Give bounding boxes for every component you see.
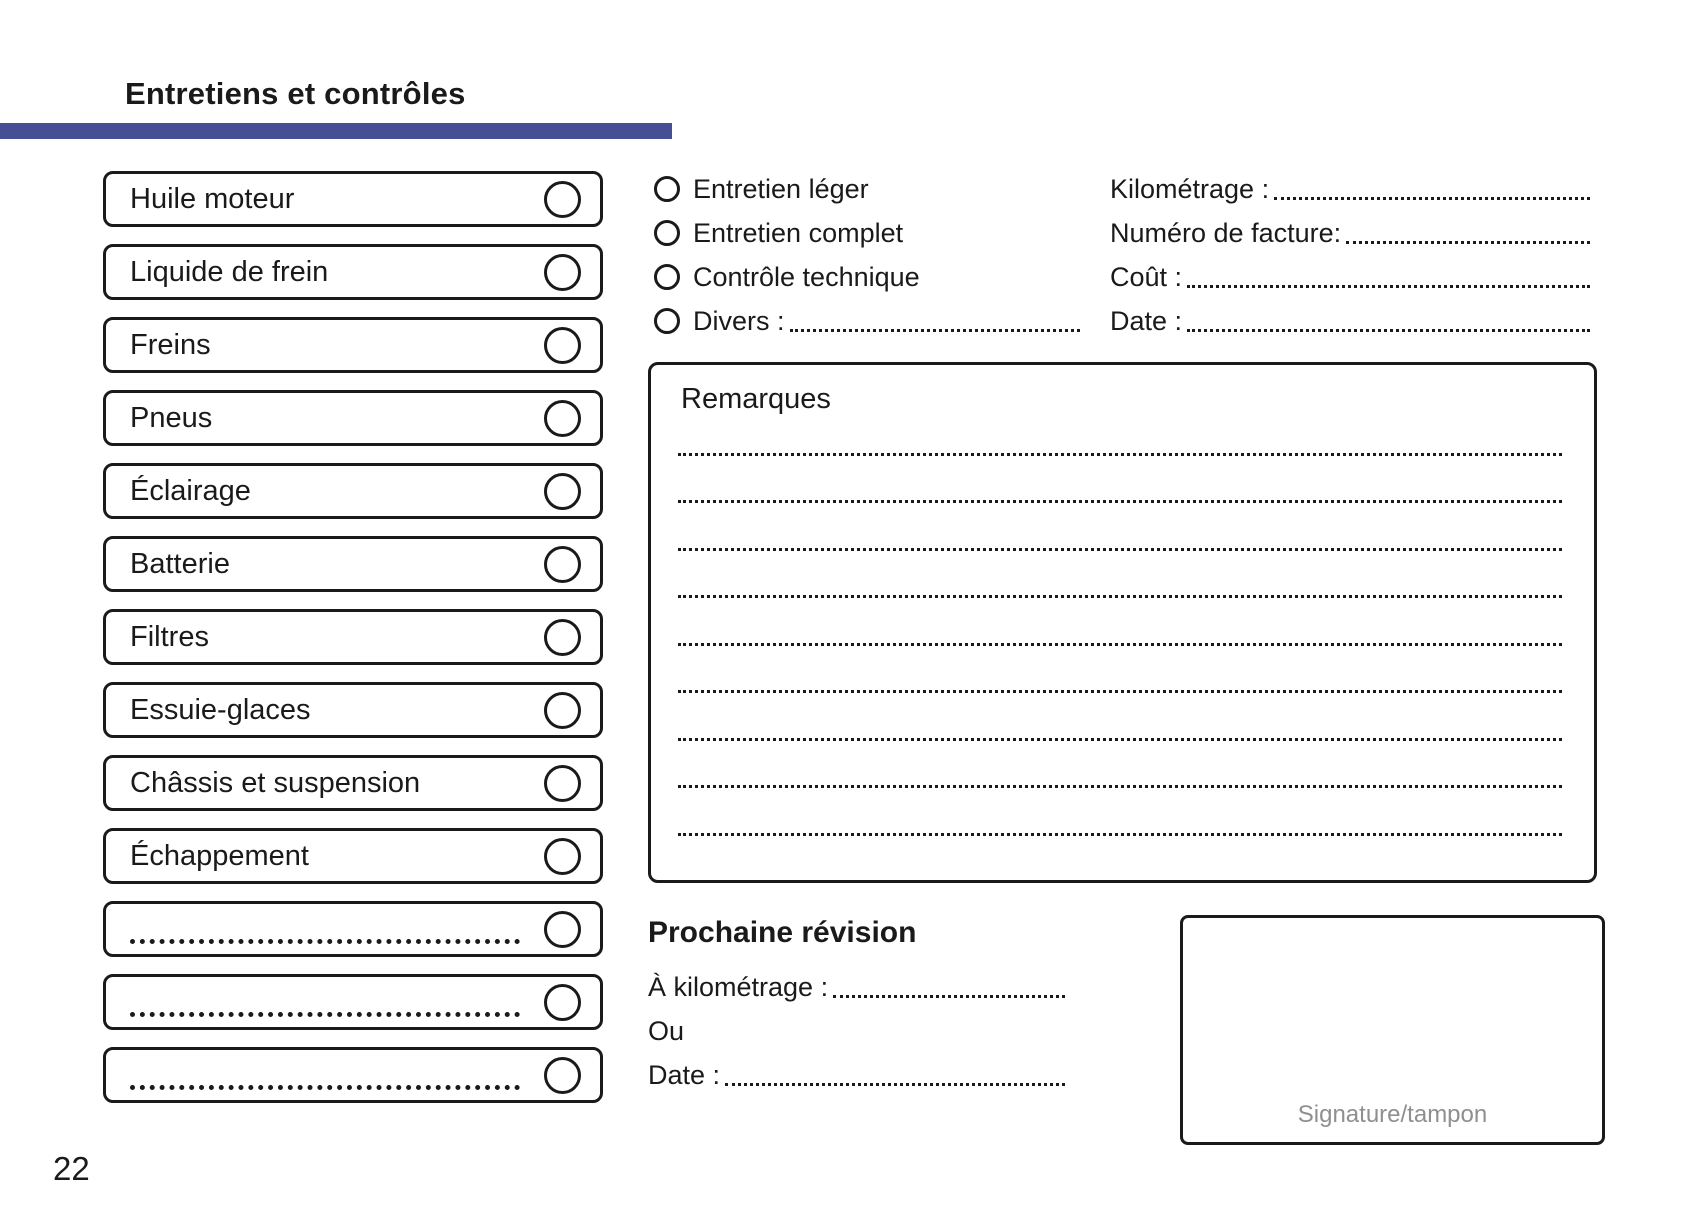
invoice-field-input-line[interactable]: [1274, 197, 1590, 200]
divers-input-line[interactable]: [790, 329, 1080, 332]
checklist-item: [103, 317, 603, 373]
invoice-field-row: [1110, 217, 1590, 248]
checkbox-circle[interactable]: [544, 473, 581, 510]
invoice-fields: [1110, 173, 1590, 336]
checklist-item-label: [130, 914, 544, 944]
checkbox-circle[interactable]: [544, 692, 581, 729]
checklist-item: [103, 682, 603, 738]
checklist-item: [103, 828, 603, 884]
checklist-item-label: [130, 987, 544, 1017]
checklist-item: [103, 463, 603, 519]
checklist-item: [103, 1047, 603, 1103]
checkbox-circle[interactable]: [544, 1057, 581, 1094]
checklist-item-label: Châssis et suspension: [130, 766, 421, 799]
checkbox-circle[interactable]: [544, 327, 581, 364]
service-type-row: [654, 173, 1080, 204]
invoice-field-label: Date :: [1110, 305, 1183, 336]
custom-item-input-line[interactable]: [130, 1001, 520, 1017]
checklist-item-label: [130, 1060, 544, 1090]
checklist-item-label: Batterie: [130, 547, 230, 580]
checkbox-circle[interactable]: [544, 911, 581, 948]
checklist-item: [103, 536, 603, 592]
checklist-item-label: Filtres: [130, 620, 209, 653]
checklist-item-label: Essuie-glaces: [130, 693, 311, 726]
checkbox-circle[interactable]: [544, 838, 581, 875]
checklist-item: [103, 244, 603, 300]
next-service-or-row: [648, 1009, 1065, 1053]
invoice-field-label: Coût :: [1110, 261, 1183, 292]
checklist-item: [103, 171, 603, 227]
checklist-item-label: Liquide de frein: [130, 255, 329, 288]
service-type-options: [654, 173, 1080, 336]
remarks-line[interactable]: [678, 408, 1562, 456]
checkbox-circle[interactable]: [544, 619, 581, 656]
invoice-field-input-line[interactable]: [1187, 285, 1590, 288]
remarks-lines: [678, 408, 1562, 883]
service-type-label: Divers :: [693, 305, 785, 336]
remarks-line[interactable]: [678, 551, 1562, 599]
invoice-field-input-line[interactable]: [1187, 329, 1590, 332]
checkbox-circle[interactable]: [544, 984, 581, 1021]
checkbox-circle[interactable]: [544, 546, 581, 583]
signature-label: Signature/tampon: [1297, 1101, 1488, 1128]
next-service-date-row: [648, 1053, 1065, 1097]
service-type-label: Entretien complet: [693, 217, 904, 248]
remarks-line[interactable]: [678, 646, 1562, 694]
remarks-line[interactable]: [678, 456, 1562, 504]
checklist-item: [103, 609, 603, 665]
checklist-item: [103, 974, 603, 1030]
next-service-date-input-line[interactable]: [725, 1083, 1065, 1086]
next-service-km-row: [648, 965, 1065, 1009]
invoice-field-row: [1110, 261, 1590, 292]
service-type-row: [654, 305, 1080, 336]
invoice-field-label: Kilométrage :: [1110, 173, 1270, 204]
maintenance-checklist: [103, 171, 603, 1103]
invoice-field-row: [1110, 305, 1590, 336]
radio-circle[interactable]: [654, 176, 680, 202]
checklist-item: [103, 901, 603, 957]
next-service-date-label: Date :: [648, 1059, 721, 1090]
title-underline-bar: [0, 123, 672, 139]
next-service-km-input-line[interactable]: [833, 995, 1065, 998]
page-number: 22: [53, 1150, 90, 1187]
remarks-line[interactable]: [678, 693, 1562, 741]
invoice-field-label: Numéro de facture:: [1110, 217, 1342, 248]
checklist-item-label: Pneus: [130, 401, 213, 434]
checklist-item: [103, 755, 603, 811]
service-type-row: [654, 261, 1080, 292]
checkbox-circle[interactable]: [544, 254, 581, 291]
remarks-line[interactable]: [678, 741, 1562, 789]
checkbox-circle[interactable]: [544, 765, 581, 802]
checklist-item-label: Freins: [130, 328, 211, 361]
checklist-item-label: Éclairage: [130, 474, 251, 507]
remarks-title: Remarques: [681, 383, 831, 415]
service-type-row: [654, 217, 1080, 248]
radio-circle[interactable]: [654, 220, 680, 246]
checkbox-circle[interactable]: [544, 400, 581, 437]
remarks-box: [648, 362, 1597, 883]
remarks-line[interactable]: [678, 836, 1562, 884]
remarks-line[interactable]: [678, 503, 1562, 551]
checklist-item-label: Échappement: [130, 839, 309, 872]
radio-circle[interactable]: [654, 308, 680, 334]
next-service-or-label: Ou: [648, 1015, 685, 1046]
custom-item-input-line[interactable]: [130, 928, 520, 944]
service-type-label: Entretien léger: [693, 173, 869, 204]
remarks-line[interactable]: [678, 788, 1562, 836]
next-service-km-label: À kilométrage :: [648, 971, 829, 1002]
invoice-field-row: [1110, 173, 1590, 204]
checkbox-circle[interactable]: [544, 181, 581, 218]
checklist-item-label: Huile moteur: [130, 182, 295, 215]
next-service-title: Prochaine révision: [648, 916, 917, 949]
radio-circle[interactable]: [654, 264, 680, 290]
page-title: Entretiens et contrôles: [125, 76, 466, 111]
invoice-field-input-line[interactable]: [1346, 241, 1590, 244]
remarks-line[interactable]: [678, 598, 1562, 646]
next-service-section: [648, 915, 1065, 1097]
custom-item-input-line[interactable]: [130, 1074, 520, 1090]
checklist-item: [103, 390, 603, 446]
service-type-label: Contrôle technique: [693, 261, 920, 292]
signature-area[interactable]: [1180, 915, 1605, 1145]
